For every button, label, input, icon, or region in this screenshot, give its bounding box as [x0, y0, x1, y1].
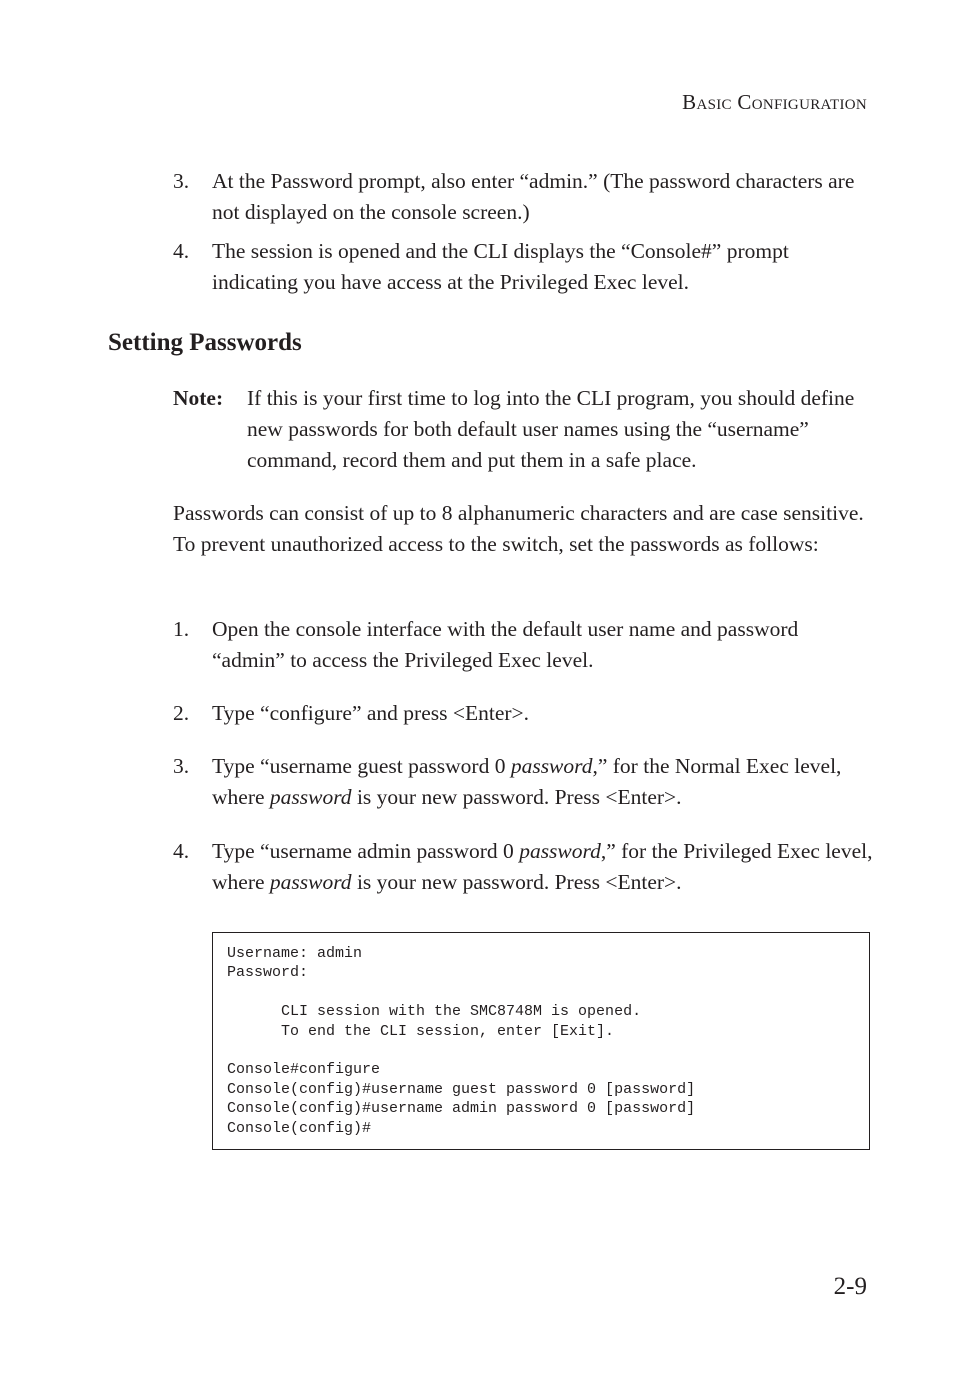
- note-block: [173, 383, 873, 476]
- paragraph: Passwords can consist of up to 8 alphanumeric characters and are case sensitive. To prevent unauthorized access to the switch, set the passwords as follows:: [173, 501, 864, 556]
- list-item-4: 4. Type “username admin password 0 password,” for the Privileged Exec level, where password is your new password. Press <Enter>.: [173, 839, 873, 894]
- list-item-2: 2. Type “configure” and press <Enter>.: [173, 701, 530, 725]
- list-item-1: 1. Open the console interface with the default user name and password “admin” to access the Privileged Exec level.: [173, 617, 799, 672]
- note-text: If this is your first time to log into the CLI program, you should define new passwords for both default user names using the “username” command, record them and put them in a safe place.: [247, 386, 855, 472]
- running-header: BASIC CONFIGURATION: [682, 90, 867, 114]
- console-example-box: [212, 932, 870, 1150]
- section-title: Setting Passwords: [108, 329, 302, 356]
- page-number: 2-9: [833, 1273, 867, 1300]
- note-label: Note:: [173, 386, 224, 410]
- list-item-3: 3. Type “username guest password 0 password,” for the Normal Exec level, where password is your new password. Press <Enter>.: [173, 754, 842, 809]
- list-item-top-3: 3. At the Password prompt, also enter “admin.” (The password characters are not displayed on the console screen.): [173, 169, 855, 224]
- console-output: Username: admin Password: CLI session with the SMC8748M is opened. To end the CLI session, enter [Exit]. Console#configure Console(config)#username guest password 0 [password] Console(config)#username admin password 0 [password] Console(config)#: [227, 945, 696, 1137]
- list-item-top-4: 4. The session is opened and the CLI displays the “Console#” prompt indicating you have access at the Privileged Exec level.: [173, 239, 789, 294]
